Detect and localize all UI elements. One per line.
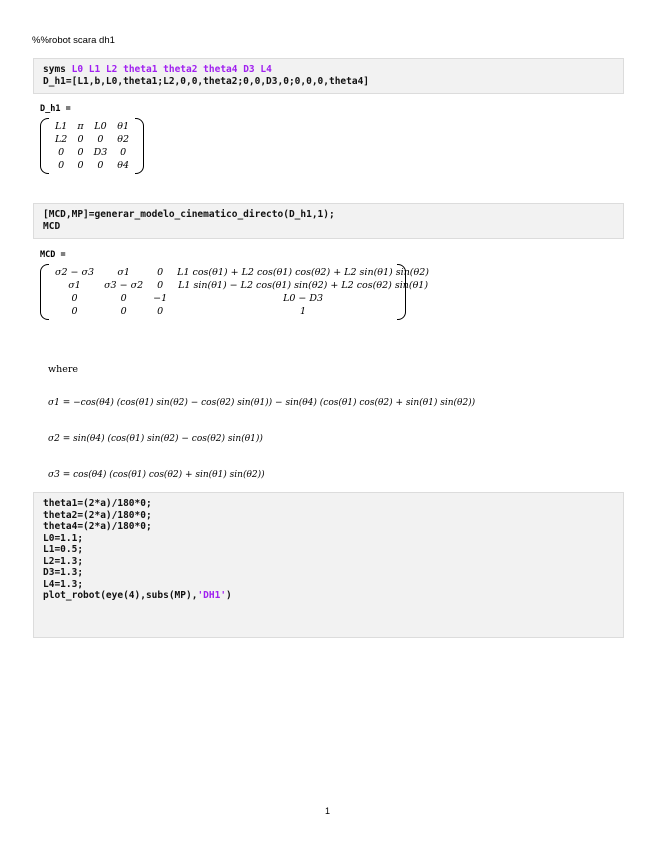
matrix-bracket-right <box>397 264 406 320</box>
matrix-cell: 1 <box>300 306 307 317</box>
code-block-2[interactable] <box>33 203 624 239</box>
matrix-row <box>50 159 134 172</box>
matrix-cell: L1 sin(θ1) − L2 cos(θ1) sin(θ2) + L2 cos(θ2) sin(θ1) <box>178 280 429 291</box>
matrix-cell: 0 <box>97 134 104 145</box>
code-symbols: L0 L1 L2 theta1 theta2 theta4 D3 L4 <box>71 64 272 75</box>
matrix-row <box>50 120 134 133</box>
matrix-bracket-left <box>40 118 49 174</box>
equation-sigma2: σ2 = sin(θ4) (cos(θ1) sin(θ2) − cos(θ2) sin(θ1)) <box>48 434 263 444</box>
equation-sigma1: σ1 = −cos(θ4) (cos(θ1) sin(θ2) − cos(θ2) sin(θ1)) − sin(θ4) (cos(θ1) cos(θ2) + sin(θ1) sin(θ2)) <box>48 398 476 408</box>
matrix-cell: 0 <box>77 160 84 171</box>
matrix-cell: 0 <box>77 147 84 158</box>
section-title: %%robot scara dh1 <box>32 35 115 46</box>
page-number: 1 <box>324 806 330 816</box>
matrix-cell: 0 <box>77 134 84 145</box>
matrix-cell: θ4 <box>117 160 130 171</box>
matrix-cell: 0 <box>71 293 78 304</box>
code-line: [MCD,MP]=generar_modelo_cinematico_directo(D_h1,1); <box>43 209 335 220</box>
matrix-cell: 0 <box>157 267 164 278</box>
equation-sigma3: σ3 = cos(θ4) (cos(θ1) cos(θ2) + sin(θ1) sin(θ2)) <box>48 470 265 480</box>
matrix-cell: π <box>77 121 84 132</box>
matrix-cell: σ1 <box>68 280 81 291</box>
matrix-cell: 0 <box>120 293 127 304</box>
matrix-cell: σ3 − σ2 <box>104 280 144 291</box>
mcd-matrix <box>40 264 429 320</box>
code-keyword: syms <box>43 64 66 75</box>
matrix-cell: 0 <box>120 147 127 158</box>
matrix-row <box>50 305 434 318</box>
matrix-cell: 0 <box>71 306 78 317</box>
matrix-cell: θ1 <box>117 121 130 132</box>
matrix-cell: 0 <box>157 306 164 317</box>
matrix-bracket-right <box>135 118 144 174</box>
matrix-row <box>50 133 134 146</box>
dh-matrix <box>40 118 144 174</box>
matrix-bracket-left <box>40 264 49 320</box>
matrix-cell: 0 <box>157 280 164 291</box>
output-label-mcd: MCD = <box>40 250 66 260</box>
code-line: ) <box>226 590 232 601</box>
code-line: MCD <box>43 220 61 232</box>
output-label-dh: D_h1 = <box>40 104 71 114</box>
matrix-cell: θ2 <box>117 134 130 145</box>
code-line: D3=1.3; <box>43 567 84 578</box>
matrix-row <box>50 266 434 279</box>
code-line: L4=1.3; <box>43 578 84 590</box>
matrix-cell: 0 <box>120 306 127 317</box>
where-label: where <box>48 364 79 375</box>
code-block-3[interactable] <box>33 492 624 638</box>
code-string: 'DH1' <box>197 590 227 601</box>
matrix-cell: 0 <box>58 147 65 158</box>
matrix-row <box>50 292 434 305</box>
code-line: plot_robot(eye(4),subs(MP), <box>43 590 198 601</box>
matrix-cell: D3 <box>93 147 108 158</box>
matrix-cell: L1 <box>55 121 68 132</box>
code-line: L2=1.3; <box>43 555 84 567</box>
matrix-cell: σ2 − σ3 <box>55 267 95 278</box>
code-line: theta4=(2*a)/180*0; <box>43 521 152 532</box>
matrix-cell: L2 <box>55 134 68 145</box>
matrix-cell: L0 − D3 <box>283 293 324 304</box>
code-line: theta2=(2*a)/180*0; <box>43 509 152 521</box>
matrix-cell: −1 <box>153 293 168 304</box>
code-line: D_h1=[L1,b,L0,theta1;L2,0,0,theta2;0,0,D3,0;0,0,0,theta4] <box>43 75 370 87</box>
matrix-cell: 0 <box>97 160 104 171</box>
matrix-cell: σ1 <box>117 267 130 278</box>
code-block-1[interactable] <box>33 58 624 94</box>
matrix-cell: L0 <box>94 121 107 132</box>
matrix-cell: 0 <box>58 160 65 171</box>
matrix-row <box>50 279 434 292</box>
code-line: L1=0.5; <box>43 544 84 555</box>
matrix-row <box>50 146 134 159</box>
code-line: L0=1.1; <box>43 532 84 544</box>
matrix-cell: L1 cos(θ1) + L2 cos(θ1) cos(θ2) + L2 sin(θ1) sin(θ2) <box>177 267 429 278</box>
code-line: theta1=(2*a)/180*0; <box>43 498 152 509</box>
